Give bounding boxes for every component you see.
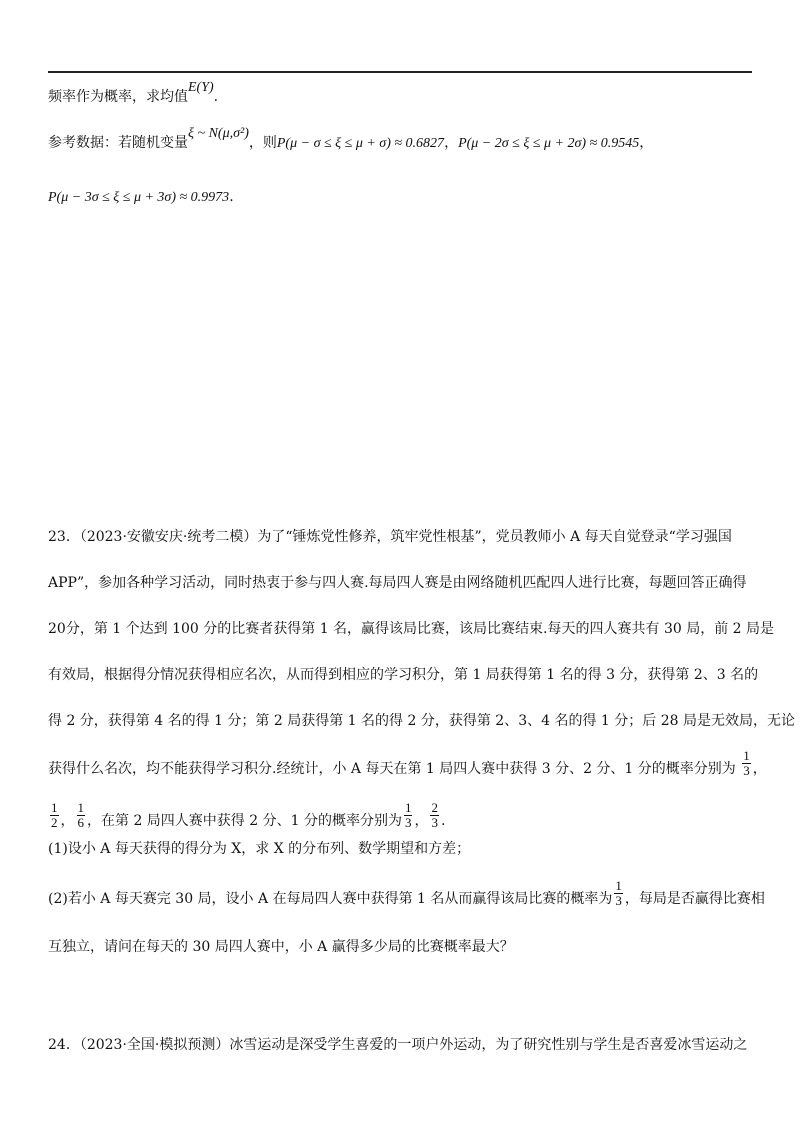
text: 获得什么名次，均不能获得学习积分.经统计，小 A 每天在第 1 局四人赛中获得 3 分、2 分、1 分的概率分别为 <box>48 761 736 777</box>
text: . <box>229 189 234 205</box>
text: ， <box>414 813 429 829</box>
formula-prob-1sigma: P(μ − σ ≤ ξ ≤ μ + σ) ≈ 0.6827 <box>276 136 445 151</box>
formula-prob-3sigma: P(μ − 3σ ≤ ξ ≤ μ + 3σ) ≈ 0.9973 <box>48 190 230 205</box>
q23-line-5: 得 2 分，获得第 4 名的得 1 分；第 2 局获得第 1 名的得 2 分，获得第 2、3、4 名的得 1 分；后 28 局是无效局，无论 <box>48 713 795 729</box>
fraction <box>50 801 59 830</box>
text: ，在第 2 局四人赛中获得 2 分、1 分的概率分别为 <box>87 813 402 829</box>
text: 参考数据：若随机变量 <box>48 135 188 151</box>
fraction-denominator: 2 <box>51 814 58 830</box>
q23-part-2-line-2: 互独立，请问在每天的 30 局四人赛中，小 A 赢得多少局的比赛概率最大？ <box>48 939 514 955</box>
q23-line-2: APP”，参加各种学习活动，同时热衷于参与四人赛.每局四人赛是由网络随机匹配四人进行比赛，每题回答正确得 <box>48 575 747 591</box>
top-rule <box>48 71 752 73</box>
q23-line-3: 20分，第 1 个达到 100 分的比赛者获得第 1 名，赢得该局比赛，该局比赛结束.每天的四人赛共有 30 局，前 2 局是 <box>48 621 775 637</box>
fraction-numerator: 1 <box>743 747 750 763</box>
fraction-denominator: 6 <box>77 814 84 830</box>
fraction-denominator: 3 <box>615 892 622 908</box>
text: ， <box>60 813 75 829</box>
text: ， <box>752 761 767 777</box>
q23-line-4: 有效局，根据得分情况获得相应名次，从而得到相应的学习积分，第 1 局获得第 1 名的得 3 分，获得第 2、3 名的 <box>48 667 759 683</box>
text: ， <box>639 135 654 151</box>
text: ，每局是否赢得比赛相 <box>624 891 765 907</box>
q23-line-1: 23．（2023·安徽安庆·统考二模）为了“锤炼党性修养，筑牢党性根基”，党员教师小 A 每天自觉登录“学习强国 <box>48 529 732 545</box>
fraction <box>614 879 623 908</box>
fraction <box>430 801 439 830</box>
header-line-3 <box>48 188 234 207</box>
fraction-numerator: 1 <box>51 799 58 815</box>
formula-normal-distribution: ξ ~ N(μ,σ²) <box>188 126 249 141</box>
q23-part-1: (1)设小 A 每天获得的得分为 X，求 X 的分布列、数学期望和方差； <box>48 841 471 857</box>
fraction-numerator: 1 <box>77 799 84 815</box>
formula-expectation: E(Y) <box>188 80 214 95</box>
text: ， <box>444 135 459 151</box>
fraction <box>742 749 751 778</box>
fraction-numerator: 1 <box>615 877 622 893</box>
fraction-numerator: 1 <box>404 799 412 815</box>
text: (2)若小 A 每天赛完 30 局，设小 A 在每局四人赛中获得第 1 名从而赢得该局比赛的概率为 <box>48 891 613 907</box>
formula-prob-2sigma: P(μ − 2σ ≤ ξ ≤ μ + 2σ) ≈ 0.9545 <box>458 136 640 151</box>
text: 频率作为概率，求均值 <box>48 89 188 105</box>
q23-line-6 <box>48 747 767 778</box>
fraction-denominator: 3 <box>743 762 750 778</box>
fraction-numerator: 2 <box>431 799 438 815</box>
fraction <box>404 801 413 830</box>
fraction-denominator: 3 <box>404 814 412 830</box>
fraction <box>77 801 86 830</box>
fraction-denominator: 3 <box>431 814 438 830</box>
text: ，则 <box>248 135 277 151</box>
header-line-2 <box>48 126 654 153</box>
text: . <box>213 89 219 105</box>
text: . <box>440 813 446 829</box>
q23-line-7 <box>48 799 446 830</box>
q24-line-1: 24．（2023·全国·模拟预测）冰雪运动是深受学生喜爱的一项户外运动，为了研究性别与学生是否喜爱冰雪运动之 <box>48 1037 748 1053</box>
header-line-1 <box>48 80 219 107</box>
q23-part-2-line-1 <box>48 877 765 908</box>
